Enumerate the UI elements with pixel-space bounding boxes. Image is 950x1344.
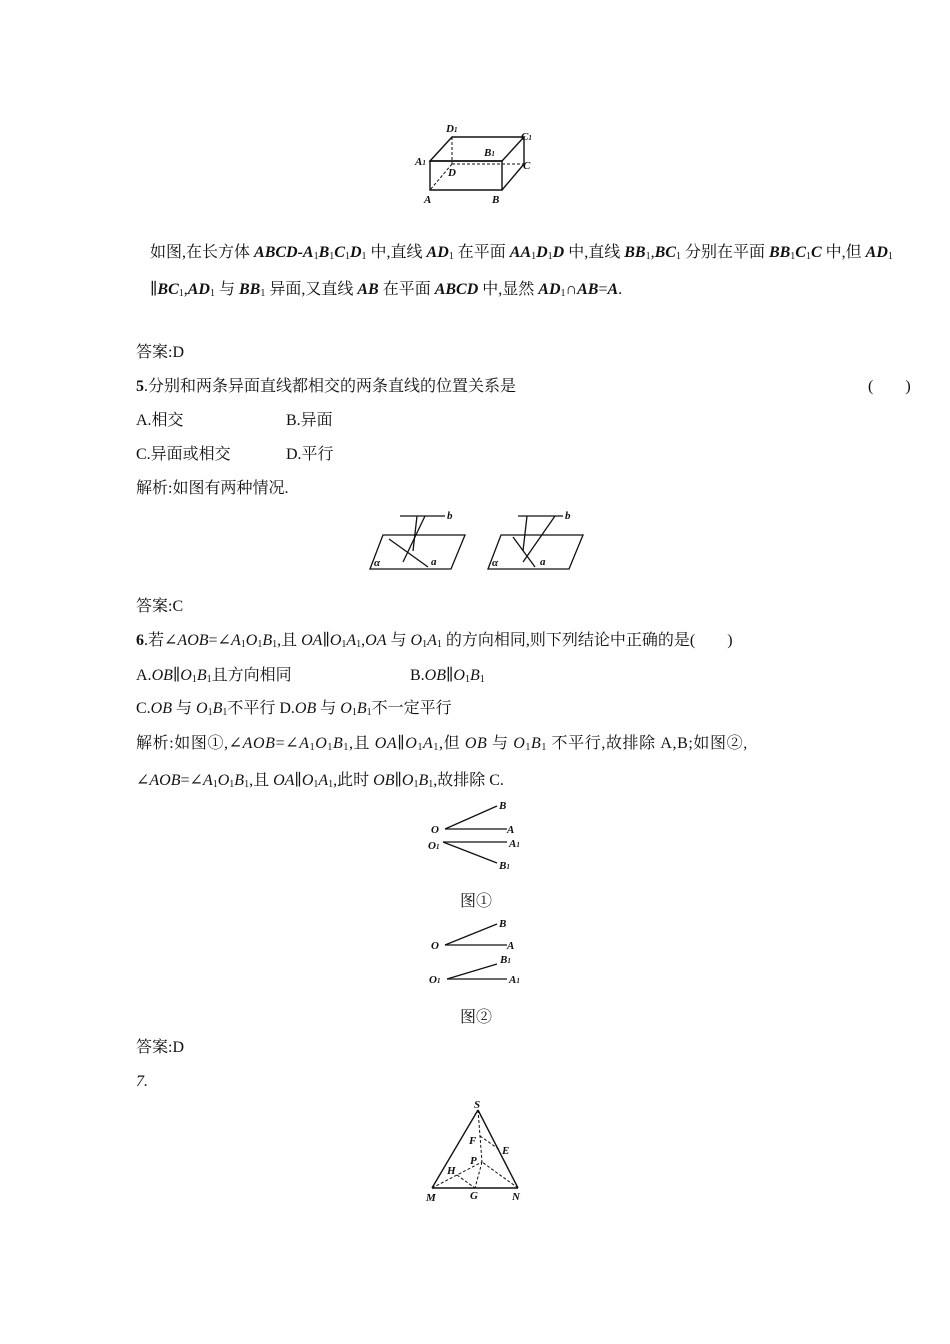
explanation-line-1: 如图,在长方体 ABCD-$A_1B_1C_1D_1$ 中,直线 $AD_1$ 在平面 $AA_1D_1D$ 中,直线 $BB_1,BC_1$ 分别在平面 $BB_1C_1C$ 中,但 $AD_1$ xyxy=(150,244,893,262)
svg-text:A: A xyxy=(424,194,432,206)
question-5-paren: ( ) xyxy=(868,378,911,395)
cuboid-figure xyxy=(410,118,540,210)
svg-text:D: D xyxy=(448,167,456,179)
svg-text:a: a xyxy=(540,556,546,568)
svg-text:B1: B1 xyxy=(484,147,495,159)
svg-text:B: B xyxy=(492,194,500,206)
svg-text:a: a xyxy=(431,556,437,568)
angle-figure-1 xyxy=(425,798,535,876)
q6-option-b: $B.OB\parallel O_1B_1$ xyxy=(410,667,485,685)
planes-figure xyxy=(365,505,585,575)
svg-text:B: B xyxy=(499,918,507,930)
q6-option-c-d: C.OB 与 $O_1B_1$不平行 D.OB 与 $O_1B_1$不一定平行 xyxy=(136,700,452,718)
svg-text:C1: C1 xyxy=(521,131,532,143)
answer-4: 答案:D xyxy=(136,344,185,361)
question-6-stem: 6.若$\angle AOB=\angle A_1O_1B_1$,且 $OA\parallel O_1A_1,OA$ 与 $O_1A_1$ 的方向相同,则下列结论中正确的是( ) xyxy=(136,632,733,650)
q5-option-c: C.异面或相交 xyxy=(136,446,231,463)
angle-figure-2 xyxy=(425,914,535,992)
q5-option-d: D.平行 xyxy=(286,446,334,463)
svg-text:E: E xyxy=(502,1145,510,1157)
svg-text:A1: A1 xyxy=(415,156,426,168)
svg-text:O: O xyxy=(431,824,439,836)
svg-text:D1: D1 xyxy=(446,123,458,135)
answer-5: 答案:C xyxy=(136,598,184,615)
svg-text:B: B xyxy=(499,800,507,812)
svg-text:O: O xyxy=(431,940,439,952)
svg-text:B1: B1 xyxy=(499,860,510,872)
q5-option-a: A.相交 xyxy=(136,412,184,429)
svg-text:H: H xyxy=(447,1165,456,1177)
svg-text:A: A xyxy=(507,824,515,836)
svg-text:F: F xyxy=(469,1135,477,1147)
svg-text:O1: O1 xyxy=(429,974,441,986)
svg-text:A: A xyxy=(507,940,515,952)
svg-text:B1: B1 xyxy=(500,954,511,966)
q6-analysis-line-1: 解析:如图$①,\angle AOB=\angle A_1O_1B_1$,且 $OA\parallel O_1A_1$,但 OB 与 $O_1B_1$ 不平行,故排除 A,B;如图②, xyxy=(136,735,748,753)
svg-text:α: α xyxy=(492,557,499,569)
svg-text:α: α xyxy=(374,557,381,569)
q5-option-b: B.异面 xyxy=(286,412,333,429)
svg-text:b: b xyxy=(447,510,453,522)
svg-text:O1: O1 xyxy=(428,840,440,852)
svg-text:G: G xyxy=(470,1190,478,1202)
svg-text:N: N xyxy=(512,1191,520,1203)
explanation-line-2: $\parallel BC_1,AD_1$ 与 $BB_1$ 异面,又直线 AB 在平面 ABCD 中,显然 $AD_1\cap AB=A$. xyxy=(150,281,623,299)
figure-1-caption: 图① xyxy=(460,893,493,910)
q6-analysis-line-2: $\angle AOB=\angle A_1O_1B_1$,且 $OA\parallel O_1A_1$,此时 $OB\parallel O_1B_1$,故排除 C. xyxy=(136,772,504,790)
q5-analysis: 解析:如图有两种情况. xyxy=(136,480,289,497)
svg-text:S: S xyxy=(474,1099,481,1111)
question-7-number: 7. xyxy=(136,1073,148,1090)
tetrahedron-figure xyxy=(420,1098,530,1206)
svg-text:A1: A1 xyxy=(509,974,520,986)
svg-text:M: M xyxy=(426,1192,436,1204)
svg-text:P: P xyxy=(470,1155,477,1167)
svg-text:b: b xyxy=(565,510,571,522)
q6-option-a: $A.OB\parallel O_1B_1$且方向相同 xyxy=(136,667,292,685)
figure-2-caption: 图② xyxy=(460,1009,493,1026)
question-5-stem: 5.分别和两条异面直线都相交的两条直线的位置关系是 xyxy=(136,378,517,395)
svg-text:A1: A1 xyxy=(509,838,520,850)
svg-text:C: C xyxy=(523,160,531,172)
answer-6: 答案:D xyxy=(136,1039,185,1056)
